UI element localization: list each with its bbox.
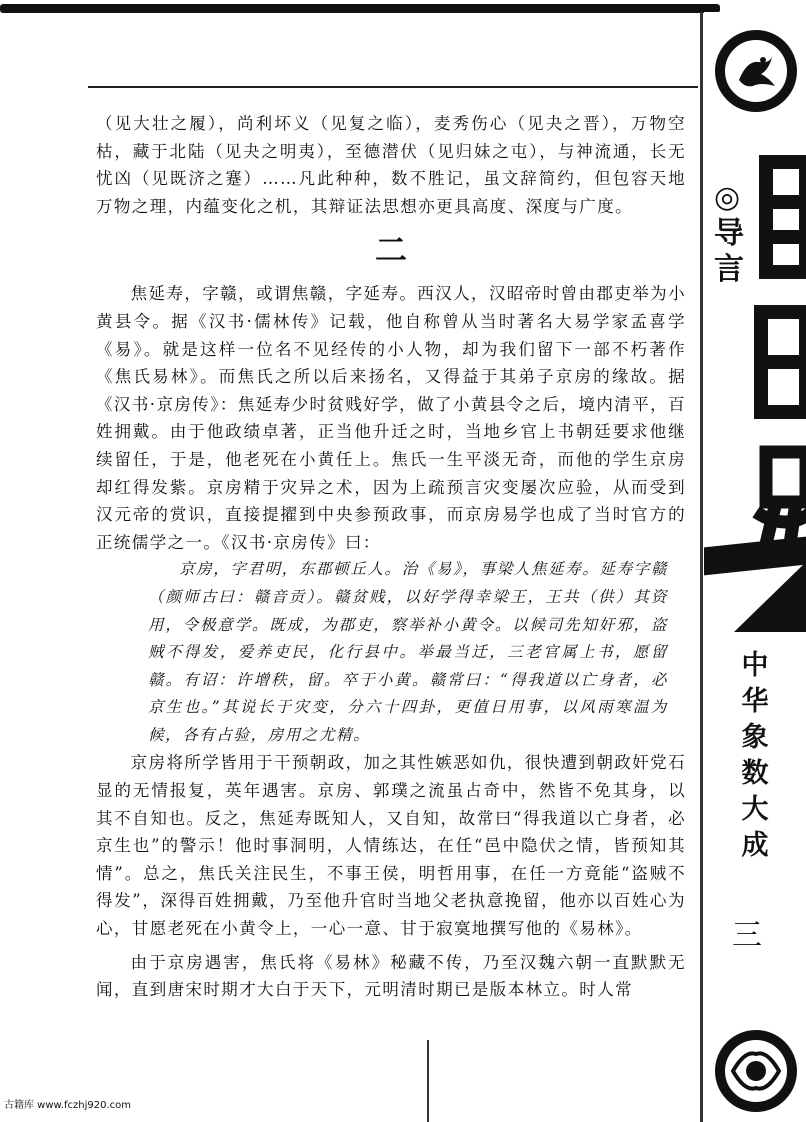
paragraph-jiao-yanshou: 焦延寿，字赣，或谓焦赣，字延寿。西汉人，汉昭帝时曾由郡吏举为小黄县令。据《汉书·儒林传》记载，他自称曾从当时著名大易学家孟喜学《易》。就是这样一位名不见经传的小人物，却为我们留下一部不朽著作《焦氏易林》。而焦氏之所以后来扬名，又得益于其弟子京房的缘故。据《汉书·京房传》：焦延寿少时贫贱好学，做了小黄县令之后，境内清平，百姓拥戴。由于他政绩卓著，正当他升迁之时，当地乡官上书朝廷要求他继续留任，于是，他老死在小黄任上。焦氏一生平淡无奇，而他的学生京房却红得发紫。京房精于灾异之术，因为上疏预言灾变屡次应验，从而受到汉元帝的赏识，直接提擢到中央参预政事，而京房易学也成了当时官方的正统儒学之一。《汉书·京房传》曰： [96, 284, 686, 552]
top-rule [0, 4, 720, 13]
paragraph-last: 由于京房遇害，焦氏将《易林》秘藏不传，乃至汉魏六朝一直默默无闻，直到唐宋时期才大白于天下，元明清时期已是版本林立。时人常 [96, 952, 686, 1000]
calligraphy-title-icon [746, 152, 806, 552]
sidebar-decoration [704, 12, 806, 1122]
phoenix-icon [725, 40, 787, 102]
paragraph-jing-fang: 京房将所学皆用于干预朝政，加之其性嫉恶如仇，很快遭到朝政奸党石显的无情报复，英年遇害。京房、郭璞之流虽占奇中，然皆不免其身，以其不自知也。反之，焦延寿既知人，又自知，故常曰“得我道以亡身者，必京生也”的警示！他时事洞明，人情练达，在任“邑中隐伏之情，皆预知其情”。总之，焦氏关注民生，不事王侯，明哲用事，在任一方竟能“盗贼不得发”，深得百姓拥戴，乃至他升官时当地父老执意挽留，他亦以百姓心为心，甘愿老死在小黄令上，一心一意、甘于寂寞地撰写他的《易林》。 [96, 753, 686, 939]
seal-top-icon [715, 30, 797, 112]
header-line [88, 86, 698, 88]
footer-watermark: 古籍库 www.fczhj920.com [4, 1100, 131, 1111]
quote-text: 京房，字君明，东郡顿丘人。治《易》，事梁人焦延寿。延寿字赣（颜师古曰：赣音贡）。赣贫贱，以好学得幸梁王，王共（供）其资用，令极意学。既成，为郡吏，察举补小黄令。以候司先知奸邪，盗贼不得发，爱养吏民，化行县中。举最当迁，三老官属上书，愿留赣。有诏：许增秩，留。卒于小黄。赣常曰：“得我道以亡身者，必京生也。”其说长于灾变，分六十四卦，更值日用事，以风雨寒温为候，各有占验，房用之尤精。 [148, 560, 668, 744]
decorative-band [704, 537, 806, 576]
coin-pattern-icon [725, 1040, 787, 1102]
gutter-mark [427, 1040, 429, 1122]
decorative-wedge [734, 562, 806, 632]
page-body [96, 110, 686, 1004]
block-quote [148, 556, 668, 749]
guide-label: ◎ 导 言 [714, 180, 744, 287]
section-number: 二 [374, 231, 407, 270]
seal-bottom-icon [715, 1030, 797, 1112]
series-title: 中 华 象 数 大 成 [741, 650, 769, 861]
page-number: 三 [732, 918, 762, 953]
margin-line [700, 12, 703, 1122]
paragraph-intro-continued: （见大壮之履），尚利坏义（见复之临），麦秀伤心（见夬之晋），万物空枯，藏于北陆（见夬之明夷），至德潜伏（见归妹之屯），与神流通，长无忧凶（见既济之蹇）……凡此种种，数不胜记，虽文辞简约，但包容天地万物之理，内蕴变化之机，其辩证法思想亦更具高度、深度与广度。 [96, 114, 686, 216]
